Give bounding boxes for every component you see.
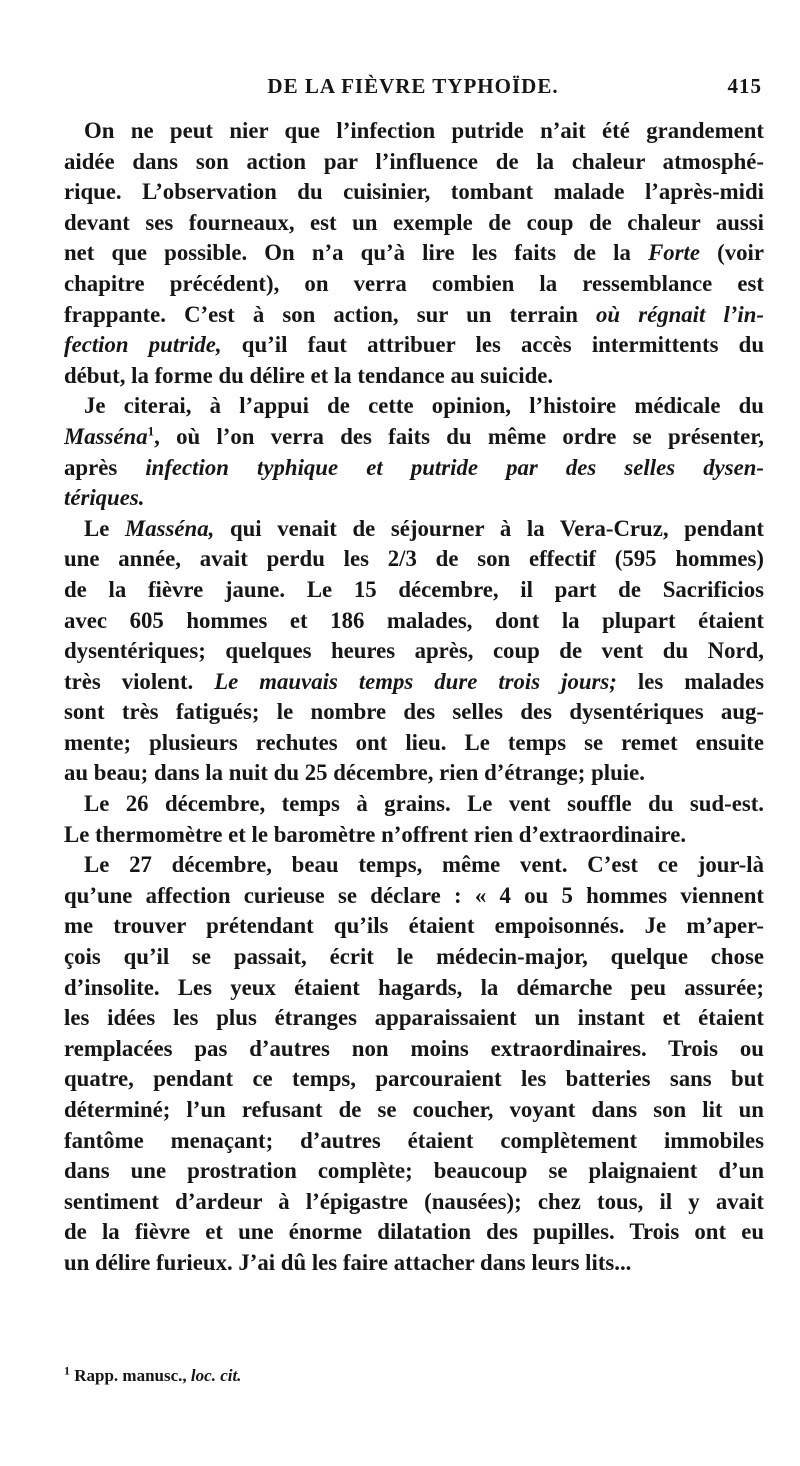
- text-line: [64, 667, 764, 698]
- text-line: [64, 300, 764, 331]
- text-line: [64, 697, 764, 728]
- text-segment: une année, avait perdu les 2/3 de son effectif (595 hommes): [64, 546, 764, 572]
- text-segment: début, la forme du délire et la tendance au suicide.: [64, 362, 554, 388]
- text-segment: avec 605 hommes et 186 malades, dont la plupart étaient: [64, 607, 764, 633]
- text-segment: les idées les plus étranges apparaissaient un instant et étaient: [64, 1005, 764, 1031]
- text-segment: infection typhique et putride par des selles dysen-: [145, 454, 764, 480]
- footnote-text: Rapp. manusc.,: [70, 1366, 191, 1385]
- text-line: [64, 116, 764, 147]
- text-line: [64, 1217, 764, 1248]
- text-segment: rique. L’observation du cuisinier, tombant malade l’après-midi: [64, 179, 764, 205]
- page-number: 415: [727, 74, 762, 98]
- text-line: [64, 911, 764, 942]
- text-line: [64, 1095, 764, 1126]
- text-line: [64, 1156, 764, 1187]
- text-segment: où régnait l’in-: [596, 301, 764, 327]
- footnote-reference: 1: [147, 423, 155, 439]
- text-line: [64, 514, 764, 545]
- text-segment: très violent.: [64, 668, 215, 694]
- text-line: [64, 453, 764, 484]
- text-segment: un délire furieux. J’ai dû les faire attacher dans leurs lits...: [64, 1249, 632, 1275]
- text-line: [64, 1187, 764, 1218]
- text-segment: Le mauvais temps dure trois jours;: [214, 668, 617, 694]
- text-segment: dans une prostration complète; beaucoup se plaignaient d’un: [64, 1158, 764, 1184]
- text-segment: devant ses fourneaux, est un exemple de coup de chaleur aussi: [64, 209, 764, 235]
- text-segment: Masséna: [64, 423, 148, 449]
- text-segment: qu’il faut attribuer les accès intermittents du: [221, 332, 764, 358]
- text-segment: Le: [84, 515, 125, 541]
- text-segment: Masséna,: [124, 515, 215, 541]
- text-segment: mente; plusieurs rechutes ont lieu. Le temps se remet ensuite: [64, 729, 764, 755]
- text-segment: net que possible. On n’a qu’à lire les faits de la: [64, 240, 649, 266]
- text-segment: remplacées pas d’autres non moins extraordinaires. Trois ou: [64, 1035, 764, 1061]
- text-segment: Forte: [648, 240, 700, 266]
- text-line: [64, 820, 764, 851]
- text-segment: Je citerai, à l’appui de cette opinion, l’histoire médicale du: [84, 393, 764, 419]
- text-line: [64, 1034, 764, 1065]
- text-segment: déterminé; l’un refusant de se coucher, voyant dans son lit un: [64, 1097, 764, 1122]
- text-line: [64, 1003, 764, 1034]
- text-line: [64, 636, 764, 667]
- text-line: [64, 422, 764, 453]
- text-line: [64, 728, 764, 759]
- text-line: [64, 942, 764, 973]
- text-segment: les malades: [616, 668, 764, 694]
- text-segment: dysentériques; quelques heures après, coup de vent du Nord,: [64, 638, 764, 664]
- text-line: [64, 850, 764, 881]
- text-line: [64, 391, 764, 422]
- footnote-marker: 1: [64, 1363, 70, 1378]
- text-line: [64, 881, 764, 912]
- text-segment: çois qu’il se passait, écrit le médecin-major, quelque chose: [64, 944, 764, 970]
- text-line: [64, 1248, 764, 1279]
- text-line: [64, 758, 764, 789]
- text-line: [64, 1064, 764, 1095]
- text-line: [64, 177, 764, 208]
- text-line: [64, 483, 764, 514]
- text-segment: qui venait de séjourner à la Vera-Cruz, pendant: [214, 515, 764, 541]
- footnote-italic: loc. cit.: [190, 1366, 242, 1385]
- running-title: DE LA FIÈVRE TYPHOÏDE.: [267, 74, 559, 98]
- text-segment: fantôme menaçant; d’autres étaient complètement immobiles: [64, 1127, 764, 1153]
- text-segment: de la fièvre et une énorme dilatation des pupilles. Trois ont eu: [64, 1219, 764, 1245]
- footnote: [64, 1363, 242, 1386]
- text-segment: On ne peut nier que l’infection putride n’ait été grandement: [84, 118, 764, 143]
- text-segment: sentiment d’ardeur à l’épigastre (nausées); chez tous, il y avait: [64, 1188, 764, 1214]
- text-line: [64, 361, 764, 392]
- text-line: [64, 1126, 764, 1157]
- body-text: [64, 116, 764, 1279]
- running-header: [64, 74, 762, 104]
- text-segment: (voir: [700, 240, 764, 266]
- text-segment: chapitre précédent), on verra combien la ressemblance est: [64, 270, 764, 296]
- text-segment: qu’une affection curieuse se déclare : « 4 ou 5 hommes viennent: [64, 882, 764, 908]
- text-line: [64, 147, 764, 178]
- text-segment: au beau; dans la nuit du 25 décembre, rien d’étrange; pluie.: [64, 760, 645, 786]
- text-line: [64, 238, 764, 269]
- text-segment: fection putride,: [64, 332, 222, 358]
- text-segment: d’insolite. Les yeux étaient hagards, la démarche peu assurée;: [64, 974, 764, 1000]
- text-segment: Le thermomètre et le baromètre n’offrent rien d’extraordinaire.: [64, 821, 687, 847]
- text-line: [64, 789, 764, 820]
- text-segment: tériques.: [64, 485, 145, 511]
- text-line: [64, 973, 764, 1004]
- text-segment: me trouver prétendant qu’ils étaient empoisonnés. Je m’aper-: [64, 913, 764, 939]
- text-segment: , où l’on verra des faits du même ordre se présenter,: [154, 423, 764, 449]
- text-segment: de la fièvre jaune. Le 15 décembre, il part de Sacrificios: [64, 576, 764, 602]
- text-line: [64, 544, 764, 575]
- text-segment: quatre, pendant ce temps, parcouraient les batteries sans but: [64, 1066, 764, 1092]
- text-line: [64, 606, 764, 637]
- text-segment: sont très fatigués; le nombre des selles des dysentériques aug-: [64, 699, 764, 725]
- text-segment: aidée dans son action par l’influence de la chaleur atmosphé-: [64, 148, 764, 174]
- text-segment: Le 26 décembre, temps à grains. Le vent souffle du sud-est.: [84, 791, 764, 817]
- text-line: [64, 330, 764, 361]
- text-segment: après: [64, 454, 146, 480]
- text-segment: frappante. C’est à son action, sur un terrain: [64, 301, 597, 327]
- text-line: [64, 575, 764, 606]
- text-segment: Le 27 décembre, beau temps, même vent. C’est ce jour-là: [84, 852, 764, 878]
- text-line: [64, 208, 764, 239]
- text-line: [64, 269, 764, 300]
